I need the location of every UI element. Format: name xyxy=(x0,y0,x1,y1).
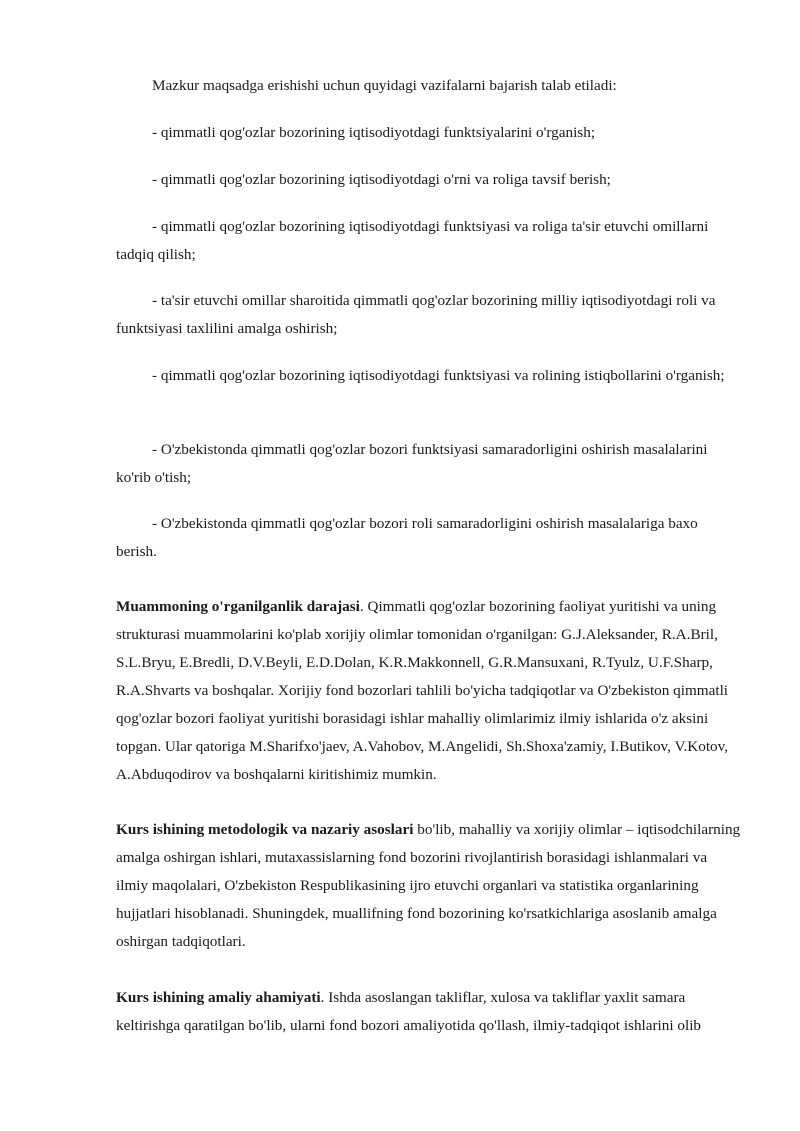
section-body: . Qimmatli qog'ozlar bozorining faoliyat yuritishi va uning strukturasi muammolarini ko'plab xorijiy olimlar tomonidan o'rganilgan: G.J.Aleksander, R.A.Bril, S.L.Bryu, E.Bredli, D.V.Beyli, E.D.Dolan, K.R.Makkonnell, G.R.Mansuxani, R.Tyulz, U.F.Sharp, R.A.Shvarts va boshqalar. Xorijiy fond bozorlari tahlili bo'yicha tadqiqotlar va O'zbekiston qimmatli qog'ozlar bozori faoliyat yuritishi borasidagi ishlar mahalliy olimlarimiz ilmiy ishlarida o'z aksini topgan. Ular qatoriga M.Sharifxo'jaev, A.Vahobov, M.Angelidi, Sh.Shoxa'zamiy, I.Butikov, V.Kotov, A.Abduqodirov va boshqalarni kiritishimiz mumkin. xyxy=(116,598,729,783)
practical-significance-paragraph xyxy=(116,984,742,1040)
intro-paragraph: Mazkur maqsadga erishishi uchun quyidagi vazifalarni bajarish talab etiladi: xyxy=(152,77,617,94)
section-heading: Kurs ishining amaliy ahamiyati xyxy=(116,989,321,1006)
task-item: - qimmatli qog'ozlar bozorining iqtisodiyotdagi o'rni va roliga tavsif berish; xyxy=(152,171,611,188)
research-status-paragraph xyxy=(116,593,742,789)
task-item: - qimmatli qog'ozlar bozorining iqtisodiyotdagi funktsiyasi va rolining istiqbollarini o'rganish; xyxy=(152,367,725,384)
section-body: . Ishda asoslangan takliflar, xulosa va takliflar yaxlit samara keltirishga qaratilgan bo'lib, ularni fond bozori amaliyotida qo'llash, ilmiy-tadqiqot ishlarini olib xyxy=(116,989,702,1034)
methodology-paragraph xyxy=(116,816,742,956)
section-heading: Muammoning o'rganilganlik darajasi xyxy=(116,598,360,615)
task-item: - qimmatli qog'ozlar bozorining iqtisodiyotdagi funktsiyalarini o'rganish; xyxy=(152,124,596,141)
task-item: - O'zbekistonda qimmatli qog'ozlar bozori funktsiyasi samaradorligini oshirish masalalarini ko'rib o'tish; xyxy=(116,441,708,486)
task-item: - O'zbekistonda qimmatli qog'ozlar bozori roli samaradorligini oshirish masalalariga baxo berish. xyxy=(116,515,698,560)
section-heading: Kurs ishining metodologik va nazariy asoslari xyxy=(116,821,414,838)
task-item: - qimmatli qog'ozlar bozorining iqtisodiyotdagi funktsiyasi va roliga ta'sir etuvchi omillarni tadqiq qilish; xyxy=(116,218,709,263)
task-item: - ta'sir etuvchi omillar sharoitida qimmatli qog'ozlar bozorining milliy iqtisodiyotdagi roli va funktsiyasi taxlilini amalga oshirish; xyxy=(116,292,716,337)
section-body: bo'lib, mahalliy va xorijiy olimlar – iqtisodchilarning amalga oshirgan ishlari, mutaxassislarning fond bozorini rivojlantirish borasidagi ishlanmalari va ilmiy maqolalari, O'zbekiston Respublikasining ijro etuvchi organlari va statistika organlarining hujjatlari hisoblanadi. Shuningdek, muallifning fond bozorining ko'rsatkichlariga asoslanib amalga oshirgan tadqiqotlari. xyxy=(116,821,741,950)
